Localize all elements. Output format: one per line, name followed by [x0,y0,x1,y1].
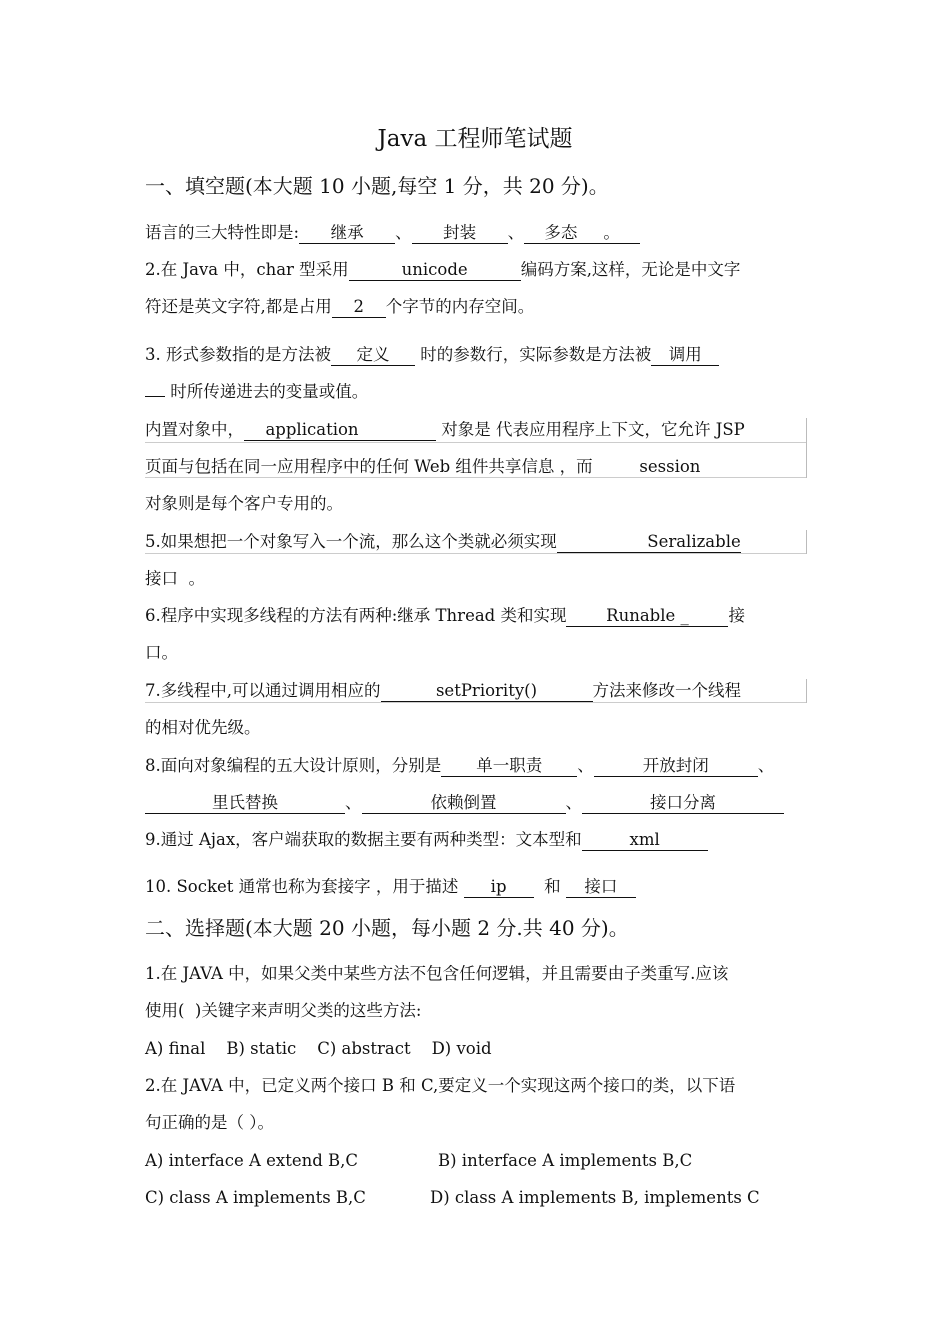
mc-question-2-option-d: D) class A implements B, implements C [430,1188,760,1207]
answer-blank: 定义 [331,345,415,366]
divider [145,442,806,443]
question-4-line-1: 内置对象中， application 对象是 代表应用程序上下文，它允许 JSP [145,420,745,439]
question-7-line-1: 7.多线程中,可以通过调用相应的 setPriority() 方法来修改一个线程 [145,681,741,700]
question-8-line-1: 8.面向对象编程的五大设计原则，分别是 单一职责 、 开放封闭 、 [145,756,775,775]
question-3-line-1: 3. 形式参数指的是方法被 定义 时的参数行，实际参数是方法被 调用 [145,344,719,366]
question-7-line-2: 的相对优先级。 [145,718,261,737]
mc-question-2-line-2: 句正确的是（ ）。 [145,1113,274,1132]
divider [806,418,807,478]
question-4-line-2: 页面与包括在同一应用程序中的任何 Web 组件共享信息 ，而 session [145,456,742,478]
answer-blank: session [598,457,742,478]
answer-blank: application [244,420,436,441]
question-text: 语言的三大特性即是: [145,223,300,242]
answer-blank: 单一职责 [441,756,577,777]
divider [145,553,806,554]
question-2-line-1: 2.在 Java 中，char 型采用 unicode 编码方案,这样，无论是中文字 [145,260,741,279]
answer-blank: unicode [349,260,521,281]
question-6-line-2: 口。 [145,643,178,662]
mc-question-2-option-b: B) interface A implements B,C [438,1151,693,1170]
answer-blank: 多态 。 [524,223,640,244]
mc-question-2-option-a: A) interface A extend B,C [145,1151,359,1170]
section-heading-multiple-choice: 二、选择题(本大题 20 小题，每小题 2 分.共 40 分)。 [145,916,629,940]
mc-question-1-line-2: 使用( )关键字来声明父类的这些方法: [145,1001,422,1020]
answer-blank: 开放封闭 [594,756,758,777]
answer-blank: Seralizable [557,532,741,553]
answer-blank: 接口分离 [582,793,784,814]
answer-blank: 继承 [299,223,395,244]
question-5-line-1: 5.如果想把一个对象写入一个流，那么这个类就必须实现 Seralizable [145,532,741,551]
question-10: 10. Socket 通常也称为套接字 ，用于描述 ip 和 接口 [145,876,636,898]
answer-blank: setPriority() [381,681,593,702]
question-1 [145,222,640,244]
mc-question-1-line-1: 1.在 JAVA 中，如果父类中某些方法不包含任何逻辑，并且需要由子类重写.应该 [145,964,729,983]
divider [806,530,807,554]
separator: 、 [507,223,525,242]
divider [145,477,806,478]
answer-blank: Runable _ [566,606,728,627]
answer-blank: xml [582,830,708,851]
question-6-line-1: 6.程序中实现多线程的方法有两种:继承 Thread 类和实现 Runable _ 接 [145,606,745,625]
question-3-line-2: 时所传递进去的变量或值。 [145,381,368,403]
mc-question-1-options: A) final B) static C) abstract D) void [145,1039,492,1058]
mc-question-2-option-c: C) class A implements B,C [145,1188,366,1207]
page-title: Java 工程师笔试题 [377,126,573,152]
question-2-line-2: 符还是英文字符,都是占用 2 个字节的内存空间。 [145,297,535,316]
question-9: 9.通过 Ajax，客户端获取的数据主要有两种类型：文本型和 xml [145,829,708,851]
answer-blank: 2 [332,297,386,318]
question-4-line-3: 对象则是每个客户专用的。 [145,494,343,513]
answer-blank: ip [464,877,534,898]
answer-blank: 调用 [651,345,719,366]
answer-blank: 接口 [566,877,636,898]
question-5-line-2: 接口 。 [145,569,205,588]
divider [145,702,806,703]
mc-question-2-line-1: 2.在 JAVA 中，已定义两个接口 B 和 C,要定义一个实现这两个接口的类，以下语 [145,1076,736,1095]
answer-blank: 里氏替换 [145,793,345,814]
answer-blank: 封装 [412,223,508,244]
section-heading-fill-blank: 一、填空题(本大题 10 小题,每空 1 分，共 20 分)。 [145,174,609,198]
answer-blank: 依赖倒置 [362,793,566,814]
separator: 、 [395,223,412,242]
question-8-line-2: 里氏替换 、 依赖倒置 、 接口分离 [145,792,784,814]
divider [806,679,807,703]
